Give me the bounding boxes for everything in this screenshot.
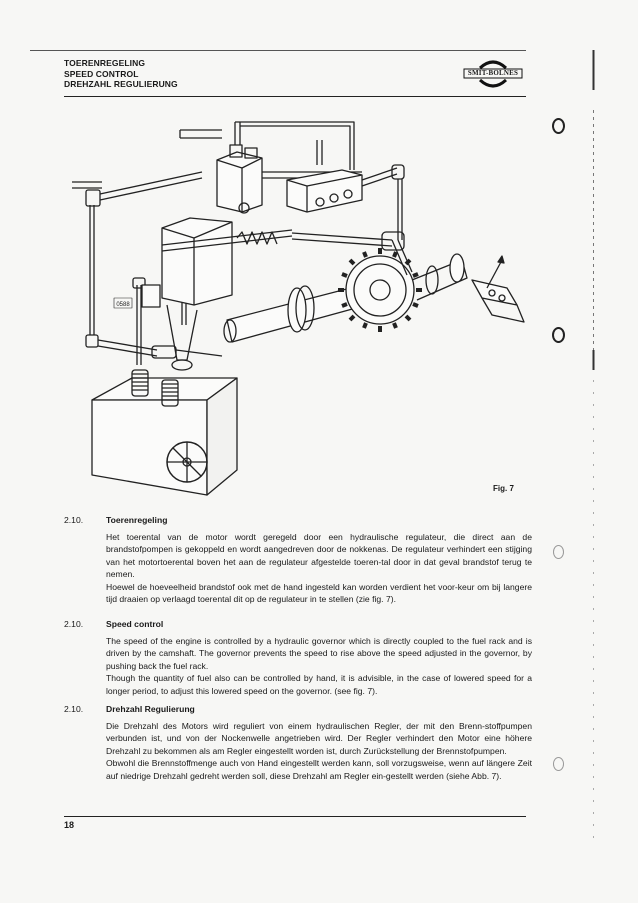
header-title-nl: TOERENREGELING [64, 58, 146, 68]
governor-diagram [62, 110, 532, 500]
punch-hole-icon [552, 327, 565, 343]
section-number: 2.10. [64, 619, 84, 629]
punch-hole-icon [552, 118, 565, 134]
header-title-en: SPEED CONTROL [64, 68, 139, 79]
smit-bolnes-logo [462, 58, 524, 90]
fuel-pipes [262, 122, 362, 178]
section-title: Toerenregeling [106, 515, 168, 525]
injection-pump-block [287, 165, 404, 240]
top-rule [30, 50, 526, 51]
section-number: 2.10. [64, 515, 84, 525]
figure-label: Fig. 7 [493, 484, 514, 493]
page-number: 18 [64, 820, 75, 830]
diagram-tag-text: 0588 [116, 302, 130, 308]
section-body [106, 720, 532, 782]
page-header [64, 58, 178, 90]
gear-wheel-drawing [338, 248, 422, 332]
section-paragraph: Obwohl die Brennstoffmenge auch von Hand eingestellt werden kann, soll vorzugsweise, wenn auf längere Zeit auf niedrige Drehzahl gedreht werden soll, diese Drehzahl am Regler ein-gestellt werden (siehe Abb. 7). [106, 758, 532, 781]
scan-edge-mark [592, 50, 595, 840]
section-paragraph: Die Drehzahl des Motors wird reguliert von einem hydraulischen Regler, der mit den Brenn-stoffpumpen verbunden ist, und von der Nockenwelle angetrieben wird. Der Regler verhindert den Motor eine höhere Drehzahl zu bekommen als am Regler eingestellt worden ist, durch Zurückstellung der Brennstofpumpen. [106, 721, 532, 756]
section-paragraph: Hoewel de hoeveelheid brandstof ook met de hand ingesteld kan worden verdient het voor-keur om bij langere tijd draaien op verlaagd toerental dit op de regulateur in te stellen (zie fig. 7). [106, 581, 532, 605]
section-body [106, 635, 532, 697]
section-title: Drehzahl Regulierung [106, 704, 195, 714]
punch-hole-icon [553, 757, 564, 771]
header-rule [64, 96, 526, 97]
governor-housing [142, 218, 232, 370]
speed-control-illustration [62, 110, 532, 500]
section-paragraph: Het toerental van de motor wordt geregeld door een hydraulische regulateur, die direct aan de brandstofpompen is gekoppeld en wordt aangedreven door de nokkenas. De regulateur verhindert een stijging van het motortoerental boven het aan de regulateur afgestelde toeren-tal door in dat geval brandstof terug te nemen. [106, 532, 532, 580]
header-title-de: DREHZAHL REGULIERUNG [64, 79, 178, 89]
punch-hole-icon [553, 545, 564, 559]
section-paragraph: The speed of the engine is controlled by a hydraulic governor which is directly coupled to the fuel rack and is driven by the camshaft. The governor prevents the speed to rise above the speed adjusted in the governor, by pushing back the fuel rack. [106, 636, 532, 671]
section-number: 2.10. [64, 704, 84, 714]
footer-rule [64, 816, 526, 817]
logo-text: SMIT-BOLNES [467, 69, 519, 77]
section-title: Speed control [106, 619, 164, 629]
section-body [106, 531, 532, 605]
section-paragraph: Though the quantity of fuel also can be controlled by hand, it is advisible, in the case of lowered speed for a longer period, to adjust this lowered speed on the governor. (see fig. 7). [106, 673, 532, 696]
